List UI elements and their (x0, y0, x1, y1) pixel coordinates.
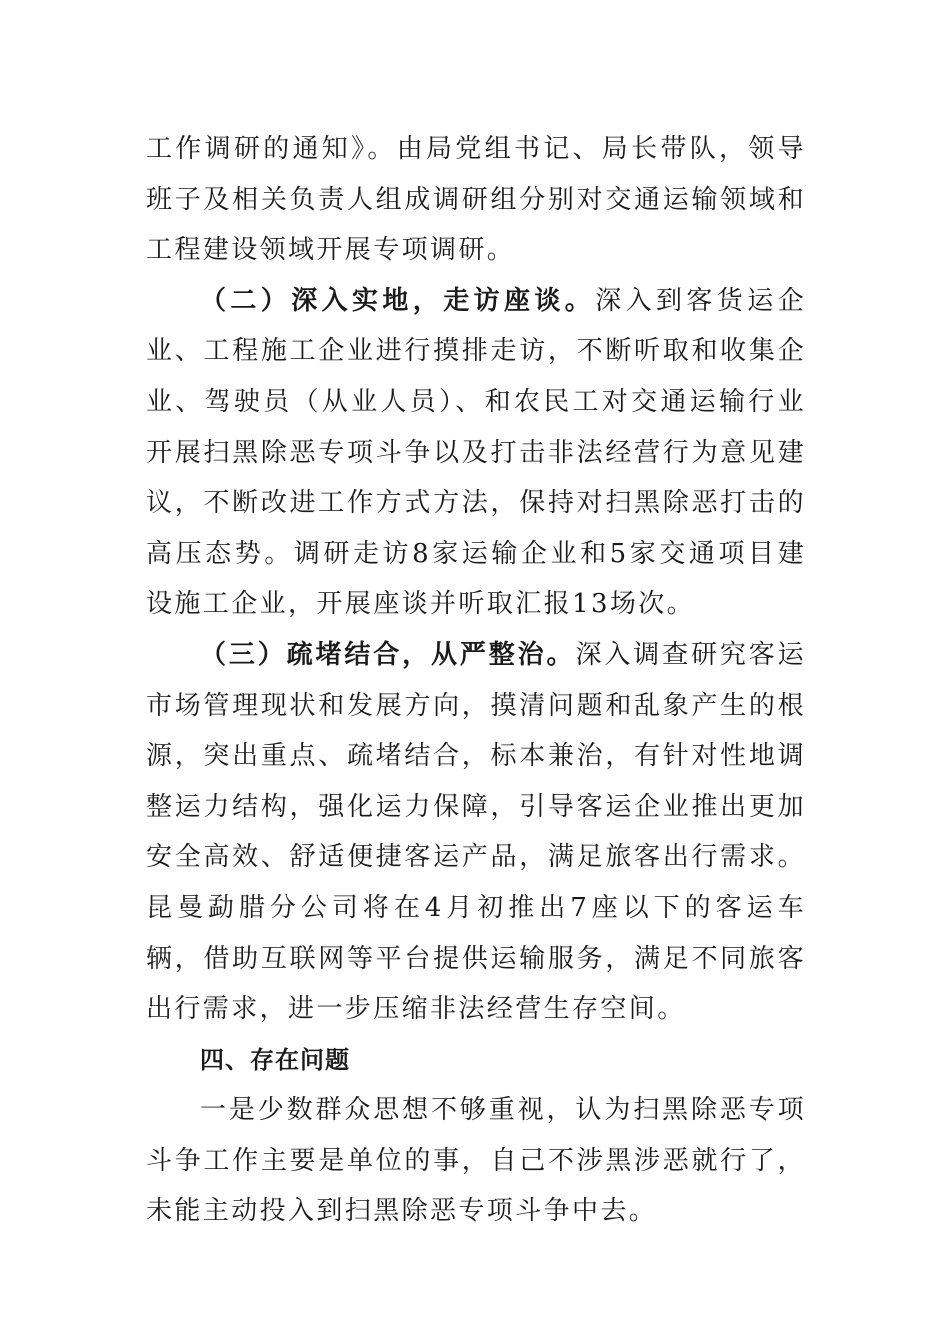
paragraph-problem-1: 一是少数群众思想不够重视，认为扫黑除恶专项斗争工作主要是单位的事，自己不涉黑涉恶就行了，未能主动投入到扫黑除恶专项斗争中去。 (146, 1095, 806, 1227)
section-2-lead: （二）深入实地，走访座谈。 (200, 285, 596, 316)
paragraph-section-2 (146, 276, 806, 630)
section-2-body: 深入到客货运企业、工程施工企业进行摸排走访，不断听取和收集企业、驾驶员（从业人员）、和农民工对交通运输行业开展扫黑除恶专项斗争以及打击非法经营行为意见建议，不断改进工作方式方法，保持对扫黑除恶打击的高压态势。调研走访8家运输企业和5家交通项目建设施工企业，开展座谈并听取汇报13场次。 (146, 285, 806, 620)
paragraph-continuation: 工作调研的通知》。由局党组书记、局长带队，领导班子及相关负责人组成调研组分别对交通运输领域和工程建设领域开展专项调研。 (146, 134, 806, 266)
section-3-body: 深入调查研究客运市场管理现状和发展方向，摸清问题和乱象产生的根源，突出重点、疏堵结合，标本兼治，有针对性地调整运力结构，强化运力保障，引导客运企业推出更加安全高效、舒适便捷客运产品，满足旅客出行需求。昆曼勐腊分公司将在4月初推出7座以下的客运车辆，借助互联网等平台提供运输服务，满足不同旅客出行需求，进一步压缩非法经营生存空间。 (146, 639, 806, 1025)
document-body (146, 124, 806, 1237)
heading-problems: 四、存在问题 (200, 1045, 350, 1074)
paragraph-section-3 (146, 630, 806, 1035)
section-3-lead: （三）疏堵结合，从严整治。 (200, 639, 576, 670)
